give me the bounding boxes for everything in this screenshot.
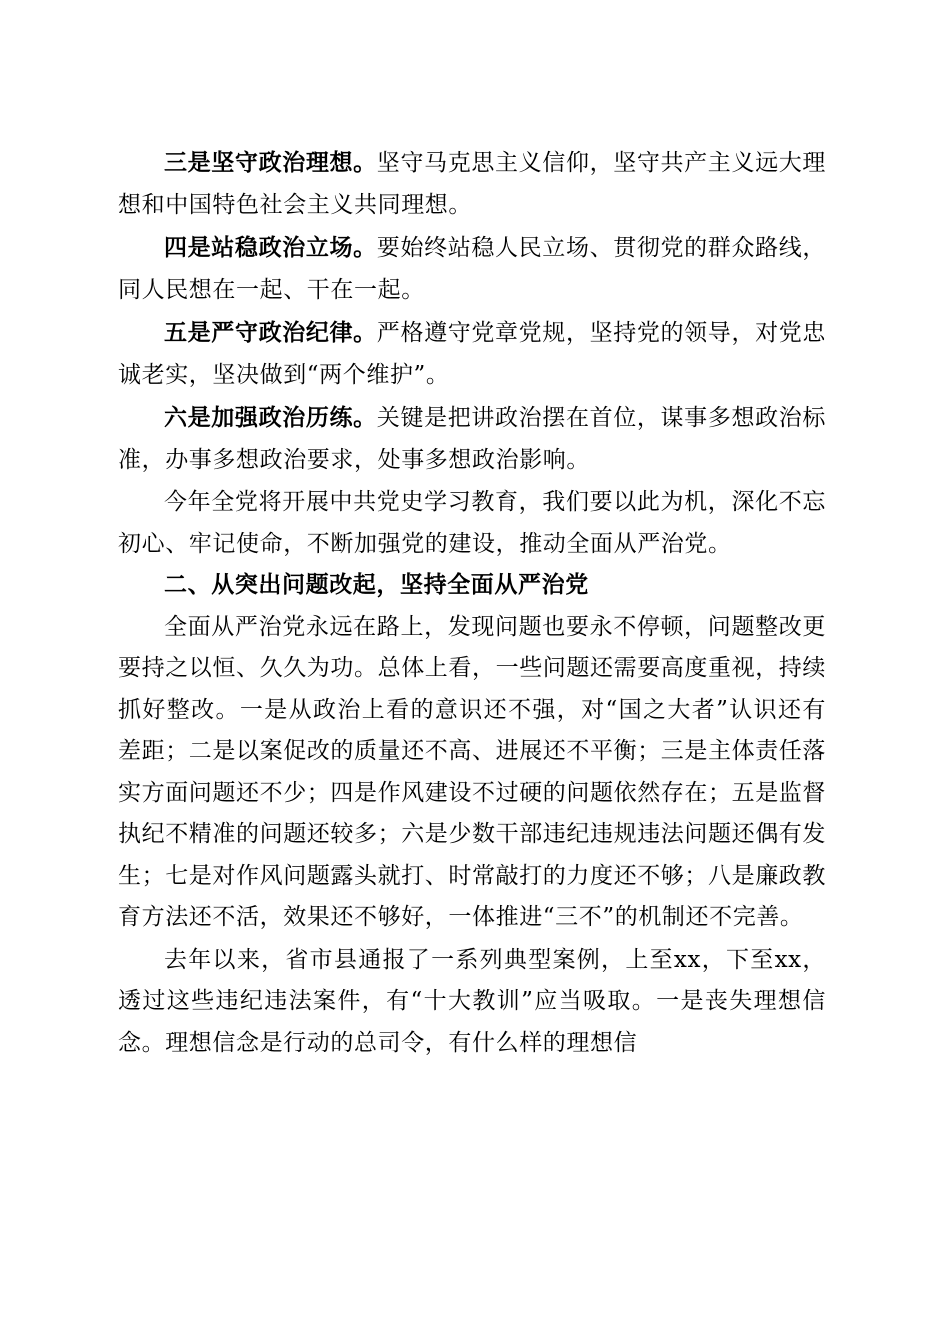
section-heading: 二、从突出问题改起，坚持全面从严治党 xyxy=(164,572,589,598)
paragraph-body: 关键是把讲政治摆在首位，谋事多想政治标准，办事多想政治要求，处事多想政治影响。 xyxy=(118,405,826,473)
paragraph-political-training xyxy=(118,397,826,481)
paragraph-lead: 六是加强政治历练。 xyxy=(164,404,377,431)
paragraph-political-ideal xyxy=(118,142,826,226)
paragraph-body: 严格遵守党章党规，坚持党的领导，对党忠诚老实，坚决做到“两个维护”。 xyxy=(118,320,826,388)
paragraph-political-discipline xyxy=(118,312,826,396)
paragraph-body: 要始终站稳人民立场、贯彻党的群众路线，同人民想在一起、干在一起。 xyxy=(118,235,826,303)
paragraph-lead: 三是坚守政治理想。 xyxy=(164,149,377,176)
paragraph-political-stance xyxy=(118,227,826,311)
document-page xyxy=(118,142,826,1064)
paragraph-lead: 四是站稳政治立场。 xyxy=(164,234,377,261)
paragraph-body: 坚守马克思主义信仰，坚守共产主义远大理想和中国特色社会主义共同理想。 xyxy=(118,150,826,218)
paragraph-problems: 全面从严治党永远在路上，发现问题也要永不停顿，问题整改更要持之以恒、久久为功。总体上看，一些问题还需要高度重视，持续抓好整改。一是从政治上看的意识还不强，对“国之大者”认识还有差距；二是以案促改的质量还不高、进展还不平衡；三是主体责任落实方面问题还不少；四是作风建设不过硬的问题依然存在；五是监督执纪不精准的问题还较多；六是少数干部违纪违规违法问题还偶有发生；七是对作风问题露头就打、时常敲打的力度还不够；八是廉政教育方法还不活，效果还不够好，一体推进“三不”的机制还不完善。 xyxy=(118,613,826,930)
paragraph-lead: 五是严守政治纪律。 xyxy=(164,319,377,346)
paragraph-lessons: 去年以来，省市县通报了一系列典型案例，上至xx，下至xx，透过这些违纪违法案件，有“十大教训”应当吸取。一是丧失理想信念。理想信念是行动的总司令，有什么样的理想信 xyxy=(118,946,826,1056)
paragraph-party-history: 今年全党将开展中共党史学习教育，我们要以此为机，深化不忘初心、牢记使命，不断加强党的建设，推动全面从严治党。 xyxy=(118,489,826,557)
